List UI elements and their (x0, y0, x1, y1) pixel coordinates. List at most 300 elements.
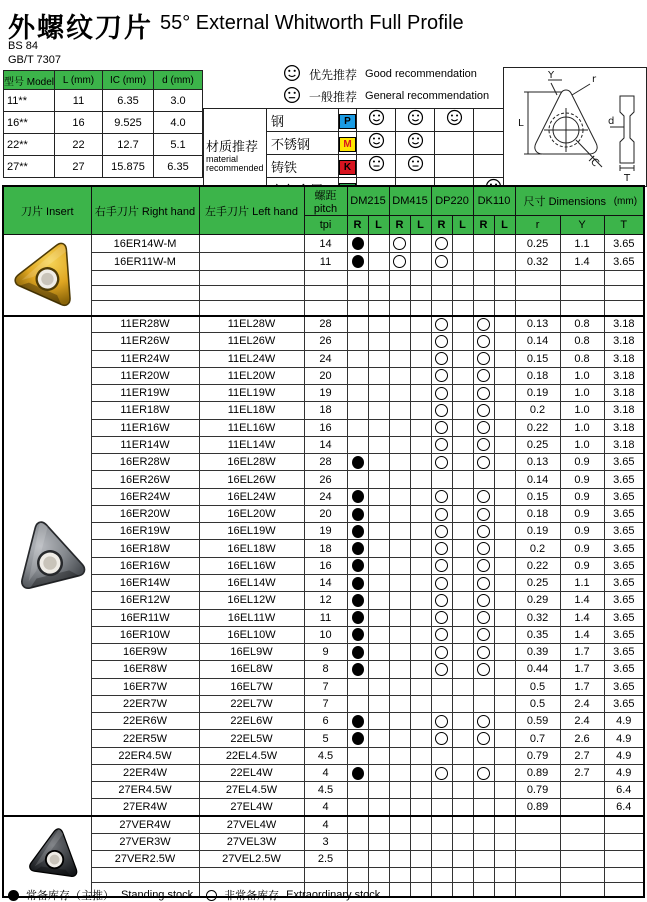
availability-cell (368, 471, 389, 488)
left-hand-model: 11EL20W (199, 367, 304, 384)
material-code-cell (339, 132, 357, 155)
availability-cell (452, 350, 473, 367)
extraordinary-stock-circle (435, 611, 448, 624)
right-hand-model: 16ER19W (91, 523, 199, 540)
dim-T: 6.4 (604, 782, 644, 799)
availability-cell (494, 454, 515, 471)
availability-cell (368, 436, 389, 453)
dim-r: 0.19 (515, 385, 560, 402)
right-hand-model: 16ER11W-M (91, 253, 199, 271)
dim-T: 4.9 (604, 764, 644, 781)
col-header-d: d (mm) (154, 71, 203, 90)
left-hand-model: 16EL16W (199, 557, 304, 574)
dim-r: 0.2 (515, 540, 560, 557)
empty-cell (410, 882, 431, 897)
empty-cell (304, 301, 347, 316)
right-hand-model: 22ER7W (91, 695, 199, 712)
availability-cell (347, 661, 368, 678)
tpi-value: 14 (304, 574, 347, 591)
availability-cell (452, 799, 473, 816)
insert-row (3, 574, 644, 591)
tpi-value: 19 (304, 523, 347, 540)
left-hand-model: 16EL26W (199, 471, 304, 488)
dim-r: 0.25 (515, 574, 560, 591)
availability-cell (494, 557, 515, 574)
insert-row (3, 454, 644, 471)
availability-cell (368, 816, 389, 833)
empty-cell (410, 271, 431, 286)
insert-row (3, 782, 644, 799)
extraordinary-stock-circle (435, 508, 448, 521)
availability-cell (389, 799, 410, 816)
insert-row (3, 833, 644, 850)
extraordinary-stock-circle (435, 369, 448, 382)
availability-cell (410, 678, 431, 695)
tpi-value: 6 (304, 713, 347, 730)
extraordinary-stock-circle (435, 525, 448, 538)
standard-gb: GB/T 7307 (8, 54, 61, 66)
availability-cell (410, 235, 431, 253)
left-hand-model: 11EL28W (199, 316, 304, 333)
availability-cell (452, 540, 473, 557)
empty-row (3, 286, 644, 301)
extraordinary-stock-circle (477, 663, 490, 676)
empty-cell (431, 286, 452, 301)
tpi-value: 8 (304, 661, 347, 678)
empty-cell (604, 286, 644, 301)
extraordinary-stock-circle (435, 237, 448, 250)
model-cell: 16** (4, 112, 55, 134)
right-hand-model: 11ER20W (91, 367, 199, 384)
availability-cell (410, 747, 431, 764)
left-hand-model: 16EL11W (199, 609, 304, 626)
material-grade-rating (357, 132, 396, 155)
availability-cell (494, 661, 515, 678)
insert-catalog-table (2, 185, 645, 898)
availability-cell (431, 454, 452, 471)
right-hand-model: 11ER26W (91, 333, 199, 350)
extraordinary-stock-circle (435, 628, 448, 641)
standing-stock-dot (352, 255, 364, 268)
standing-stock-dot (352, 646, 364, 659)
dim-Y: 2.4 (560, 713, 604, 730)
dim-r: 0.13 (515, 316, 560, 333)
extraordinary-stock-en: Extraordinary stock (286, 889, 381, 901)
availability-cell (473, 747, 494, 764)
availability-cell (452, 253, 473, 271)
availability-cell (347, 626, 368, 643)
general-label-cn: 一般推荐 (309, 89, 358, 104)
dim-Y (560, 816, 604, 833)
right-hand-model: 16ER8W (91, 661, 199, 678)
availability-cell (473, 540, 494, 557)
insert-photo-cell (3, 235, 91, 316)
material-grade-rating (435, 132, 474, 155)
col-header-L: L (494, 216, 515, 235)
insert-row (3, 713, 644, 730)
extraordinary-stock-circle (435, 663, 448, 676)
availability-cell (452, 436, 473, 453)
right-hand-model: 16ER9W (91, 644, 199, 661)
availability-cell (389, 661, 410, 678)
empty-cell (515, 867, 560, 882)
availability-cell (494, 235, 515, 253)
col-header-R: R (389, 216, 410, 235)
insert-dimension-diagram (503, 67, 647, 187)
empty-cell (410, 301, 431, 316)
availability-cell (389, 454, 410, 471)
availability-cell (431, 644, 452, 661)
empty-cell (494, 882, 515, 897)
standing-stock-dot (352, 490, 364, 503)
availability-cell (452, 454, 473, 471)
tpi-value: 4 (304, 816, 347, 833)
availability-cell (389, 523, 410, 540)
table-row (4, 134, 203, 156)
standing-stock-dot (352, 508, 364, 521)
dim-T: 3.18 (604, 316, 644, 333)
availability-cell (452, 695, 473, 712)
availability-cell (347, 523, 368, 540)
availability-cell (368, 644, 389, 661)
availability-cell (431, 609, 452, 626)
page-subtitle: 55° External Whitworth Full Profile (160, 12, 464, 34)
tpi-value: 4.5 (304, 782, 347, 799)
insert-row (3, 436, 644, 453)
L-cell: 27 (55, 156, 103, 178)
availability-cell (368, 385, 389, 402)
extraordinary-stock-circle (477, 732, 490, 745)
table-row (4, 112, 203, 134)
availability-cell (494, 385, 515, 402)
standing-stock-dot (352, 767, 364, 780)
dim-Y: 0.9 (560, 488, 604, 505)
iso-material-chip-P: P (339, 114, 356, 129)
insert-photo-cell (3, 316, 91, 817)
empty-cell (199, 867, 304, 882)
good-label-cn: 优先推荐 (309, 67, 358, 82)
availability-cell (473, 385, 494, 402)
dim-r: 0.25 (515, 436, 560, 453)
availability-cell (410, 833, 431, 850)
availability-cell (347, 609, 368, 626)
availability-cell (473, 782, 494, 799)
left-hand-model: 16EL18W (199, 540, 304, 557)
availability-cell (431, 316, 452, 333)
availability-cell (473, 644, 494, 661)
availability-cell (431, 592, 452, 609)
insert-row (3, 488, 644, 505)
availability-cell (473, 350, 494, 367)
empty-cell (431, 301, 452, 316)
empty-cell (473, 271, 494, 286)
availability-cell (368, 253, 389, 271)
right-hand-model: 16ER28W (91, 454, 199, 471)
dim-r: 0.39 (515, 644, 560, 661)
availability-cell (494, 436, 515, 453)
availability-cell (368, 402, 389, 419)
availability-cell (347, 350, 368, 367)
availability-cell (389, 253, 410, 271)
left-hand-model (199, 253, 304, 271)
right-hand-model: 22ER4.5W (91, 747, 199, 764)
left-hand-model: 22EL7W (199, 695, 304, 712)
right-hand-model: 22ER4W (91, 764, 199, 781)
good-smiley-icon (407, 132, 424, 149)
empty-cell (347, 867, 368, 882)
tpi-value: 20 (304, 505, 347, 522)
availability-cell (389, 333, 410, 350)
standing-stock-dot (352, 594, 364, 607)
availability-cell (473, 850, 494, 867)
dim-Y (560, 782, 604, 799)
availability-cell (452, 235, 473, 253)
empty-cell (410, 286, 431, 301)
left-hand-model: 27VEL4W (199, 816, 304, 833)
insert-row (3, 644, 644, 661)
availability-cell (347, 333, 368, 350)
extraordinary-stock-circle (435, 646, 448, 659)
dim-r: 0.15 (515, 488, 560, 505)
availability-cell (410, 816, 431, 833)
dim-r: 0.79 (515, 747, 560, 764)
dim-T: 3.18 (604, 419, 644, 436)
availability-cell (410, 488, 431, 505)
availability-cell (389, 471, 410, 488)
dim-Y: 1.7 (560, 661, 604, 678)
general-smiley-icon (368, 155, 385, 172)
empty-cell (199, 301, 304, 316)
extraordinary-stock-circle (477, 611, 490, 624)
availability-cell (347, 782, 368, 799)
availability-cell (452, 419, 473, 436)
dim-r: 0.29 (515, 592, 560, 609)
general-smiley-icon (407, 155, 424, 172)
empty-cell (389, 867, 410, 882)
extraordinary-stock-circle (435, 387, 448, 400)
empty-cell (389, 301, 410, 316)
left-hand-model: 22EL4W (199, 764, 304, 781)
availability-cell (347, 367, 368, 384)
availability-cell (473, 253, 494, 271)
extraordinary-stock-circle (393, 255, 406, 268)
col-header-L: L (368, 216, 389, 235)
empty-cell (368, 286, 389, 301)
material-grade-rating (357, 155, 396, 178)
empty-cell (304, 271, 347, 286)
dim-T: 3.65 (604, 661, 644, 678)
dim-T: 3.65 (604, 592, 644, 609)
tpi-value: 4.5 (304, 747, 347, 764)
availability-cell (494, 782, 515, 799)
insert-photo-gold (9, 237, 89, 314)
availability-cell (452, 626, 473, 643)
availability-cell (431, 350, 452, 367)
extraordinary-stock-circle (435, 335, 448, 348)
general-smiley-icon (283, 86, 301, 107)
availability-cell (347, 454, 368, 471)
dim-T: 3.65 (604, 557, 644, 574)
availability-cell (347, 644, 368, 661)
empty-cell (560, 301, 604, 316)
dim-r: 0.32 (515, 253, 560, 271)
availability-cell (452, 402, 473, 419)
availability-cell (410, 557, 431, 574)
availability-cell (389, 609, 410, 626)
standing-stock-dot (352, 542, 364, 555)
L-cell: 16 (55, 112, 103, 134)
extraordinary-stock-circle (477, 628, 490, 641)
dim-r: 0.22 (515, 557, 560, 574)
left-hand-model: 27EL4.5W (199, 782, 304, 799)
extraordinary-stock-cn: 非常备库存 (224, 890, 280, 902)
availability-cell (389, 816, 410, 833)
availability-cell (431, 626, 452, 643)
diagram-drawing (504, 68, 646, 186)
availability-cell (452, 505, 473, 522)
availability-cell (473, 471, 494, 488)
insert-row (3, 850, 644, 867)
availability-cell (473, 316, 494, 333)
extraordinary-stock-circle (435, 594, 448, 607)
dim-r: 0.19 (515, 523, 560, 540)
dim-T: 3.65 (604, 505, 644, 522)
tpi-value: 18 (304, 402, 347, 419)
dim-r: 0.14 (515, 471, 560, 488)
empty-cell (494, 301, 515, 316)
availability-cell (368, 695, 389, 712)
dim-T: 3.65 (604, 574, 644, 591)
availability-cell (473, 678, 494, 695)
page-title: 外螺纹刀片 (8, 13, 153, 43)
availability-cell (494, 799, 515, 816)
availability-cell (452, 764, 473, 781)
dim-T: 4.9 (604, 713, 644, 730)
left-hand-model: 16EL12W (199, 592, 304, 609)
extraordinary-stock-circle (435, 352, 448, 365)
availability-cell (347, 316, 368, 333)
tpi-value: 4 (304, 764, 347, 781)
dim-Y: 1.0 (560, 419, 604, 436)
availability-cell (473, 419, 494, 436)
insert-row (3, 235, 644, 253)
availability-cell (431, 747, 452, 764)
availability-cell (494, 333, 515, 350)
availability-cell (410, 730, 431, 747)
col-header-grade-dm415: DM415 (389, 186, 431, 216)
availability-cell (494, 574, 515, 591)
dim-r: 0.18 (515, 505, 560, 522)
availability-cell (431, 782, 452, 799)
right-hand-model: 27VER2.5W (91, 850, 199, 867)
tpi-value: 7 (304, 678, 347, 695)
left-hand-model: 11EL24W (199, 350, 304, 367)
insert-row (3, 523, 644, 540)
tpi-value: 3 (304, 833, 347, 850)
standard-bs: BS 84 (8, 40, 38, 52)
dim-Y: 0.8 (560, 333, 604, 350)
left-hand-model: 16EL10W (199, 626, 304, 643)
dim-T: 3.65 (604, 488, 644, 505)
right-hand-model: 27ER4.5W (91, 782, 199, 799)
availability-cell (452, 385, 473, 402)
left-hand-model: 11EL18W (199, 402, 304, 419)
empty-cell (347, 286, 368, 301)
dim-T: 3.18 (604, 350, 644, 367)
tpi-value: 20 (304, 367, 347, 384)
availability-cell (473, 799, 494, 816)
availability-cell (389, 488, 410, 505)
availability-cell (431, 419, 452, 436)
right-hand-model: 16ER26W (91, 471, 199, 488)
col-header-dim-T: T (604, 216, 644, 235)
availability-cell (410, 454, 431, 471)
iso-material-chip-K: K (339, 160, 356, 175)
tpi-value: 24 (304, 350, 347, 367)
standing-stock-en: Standing stock (121, 889, 194, 901)
dim-T: 3.18 (604, 367, 644, 384)
availability-cell (452, 678, 473, 695)
availability-cell (431, 764, 452, 781)
availability-cell (494, 764, 515, 781)
material-grade-rating (396, 132, 435, 155)
left-hand-model: 16EL8W (199, 661, 304, 678)
right-hand-model: 27VER3W (91, 833, 199, 850)
empty-cell (368, 301, 389, 316)
insert-row (3, 678, 644, 695)
dim-T: 3.65 (604, 540, 644, 557)
right-hand-model: 16ER10W (91, 626, 199, 643)
tpi-value: 7 (304, 695, 347, 712)
availability-cell (368, 488, 389, 505)
extraordinary-stock-circle (477, 438, 490, 451)
extraordinary-stock-circle (477, 387, 490, 400)
availability-cell (431, 367, 452, 384)
availability-cell (473, 454, 494, 471)
dim-Y: 1.1 (560, 235, 604, 253)
empty-cell (199, 271, 304, 286)
empty-cell (389, 882, 410, 897)
insert-row (3, 557, 644, 574)
left-hand-model: 16EL9W (199, 644, 304, 661)
availability-cell (368, 350, 389, 367)
good-smiley-icon (283, 64, 301, 85)
dim-Y: 0.9 (560, 505, 604, 522)
dim-Y: 1.4 (560, 592, 604, 609)
availability-cell (473, 333, 494, 350)
right-hand-model: 16ER20W (91, 505, 199, 522)
availability-cell (452, 816, 473, 833)
insert-row (3, 350, 644, 367)
standing-stock-dot (352, 456, 364, 469)
availability-cell (431, 816, 452, 833)
insert-row (3, 385, 644, 402)
empty-cell (304, 867, 347, 882)
availability-cell (368, 799, 389, 816)
dim-Y: 2.7 (560, 764, 604, 781)
model-cell: 27** (4, 156, 55, 178)
insert-row (3, 253, 644, 271)
availability-cell (452, 557, 473, 574)
availability-cell (389, 592, 410, 609)
availability-cell (389, 695, 410, 712)
left-hand-model: 22EL4.5W (199, 747, 304, 764)
right-hand-model: 16ER14W-M (91, 235, 199, 253)
right-hand-model: 16ER16W (91, 557, 199, 574)
dim-T: 4.9 (604, 730, 644, 747)
availability-cell (452, 661, 473, 678)
availability-cell (368, 419, 389, 436)
